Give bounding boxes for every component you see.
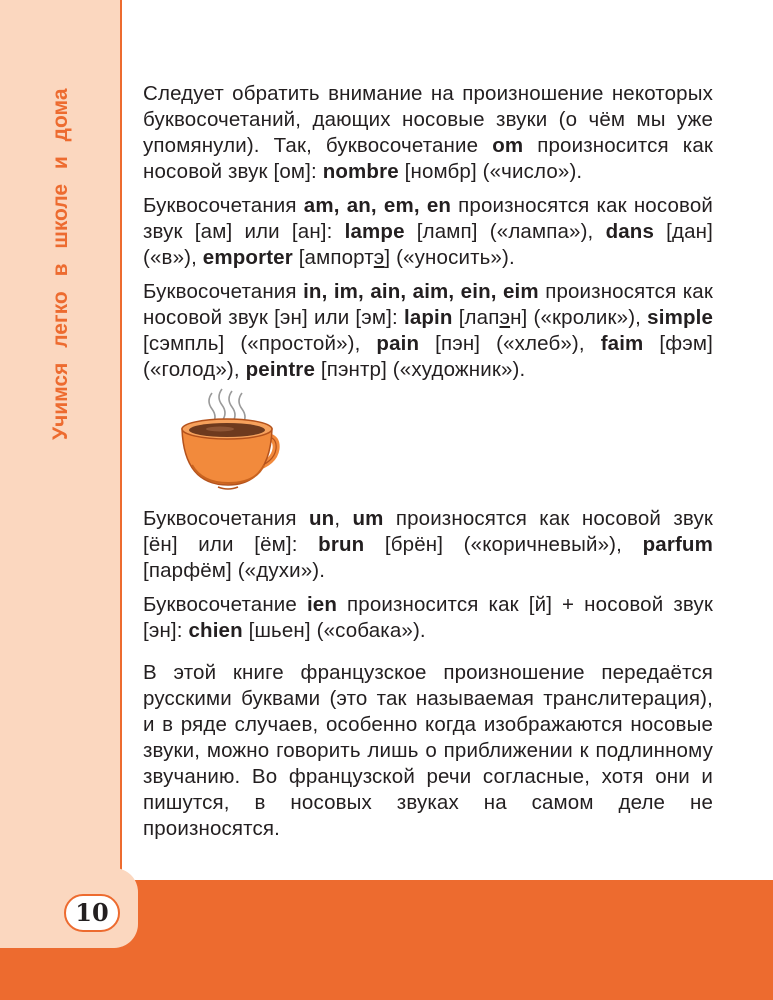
side-label: Учимся легко в школе и дома — [49, 88, 72, 440]
paragraph-1: Следует обратить внимание на произношение некоторых буквосочетаний, дающих носовые звуки (о чём мы уже упомянули). Так, буквосочетание om произносится как носовой звук [ом]: nombre [номбр] («число»). — [143, 82, 713, 183]
page-number: 10 — [64, 894, 120, 932]
coffee-cup-icon — [170, 385, 290, 495]
paragraph-3: Буквосочетания in, im, ain, aim, ein, eim произносятся как носовой звук [эн] или [эм]: lapin [лапэн] («кролик»), simple [сэмпль] («простой»), pain [пэн] («хлеб»), faim [фэм] («голод»), peintre [пэнтр] («художник»). — [143, 280, 714, 381]
paragraph-4: Буквосочетания un, um произносятся как носовой звук [ён] или [ём]: brun [брён] («коричневый»), parfum [парфём] («духи»). — [143, 507, 713, 582]
text-section-3 — [143, 660, 713, 850]
text-section-2 — [143, 506, 713, 652]
paragraph-2: Буквосочетания am, an, em, en произносятся как носовой звук [ам] или [ан]: lampe [ламп] («лампа»), dans [дан] («в»), emporter [ампортэ] («уносить»). — [143, 194, 713, 269]
paragraph-6: В этой книге французское произношение передаётся русскими буквами (это так называемая транслитерация), и в ряде случаев, особенно когда изображаются носовые звуки, можно говорить лишь о приближении к подлинному звучанию. Во французской речи согласные, хотя они и пишутся, в носовых звуках на самом деле не произносятся. — [143, 661, 713, 840]
paragraph-5: Буквосочетание ien произносится как [й] + носовой звук [эн]: chien [шьен] («собака»). — [143, 593, 713, 642]
side-divider — [120, 0, 122, 880]
text-section-1 — [143, 81, 713, 391]
